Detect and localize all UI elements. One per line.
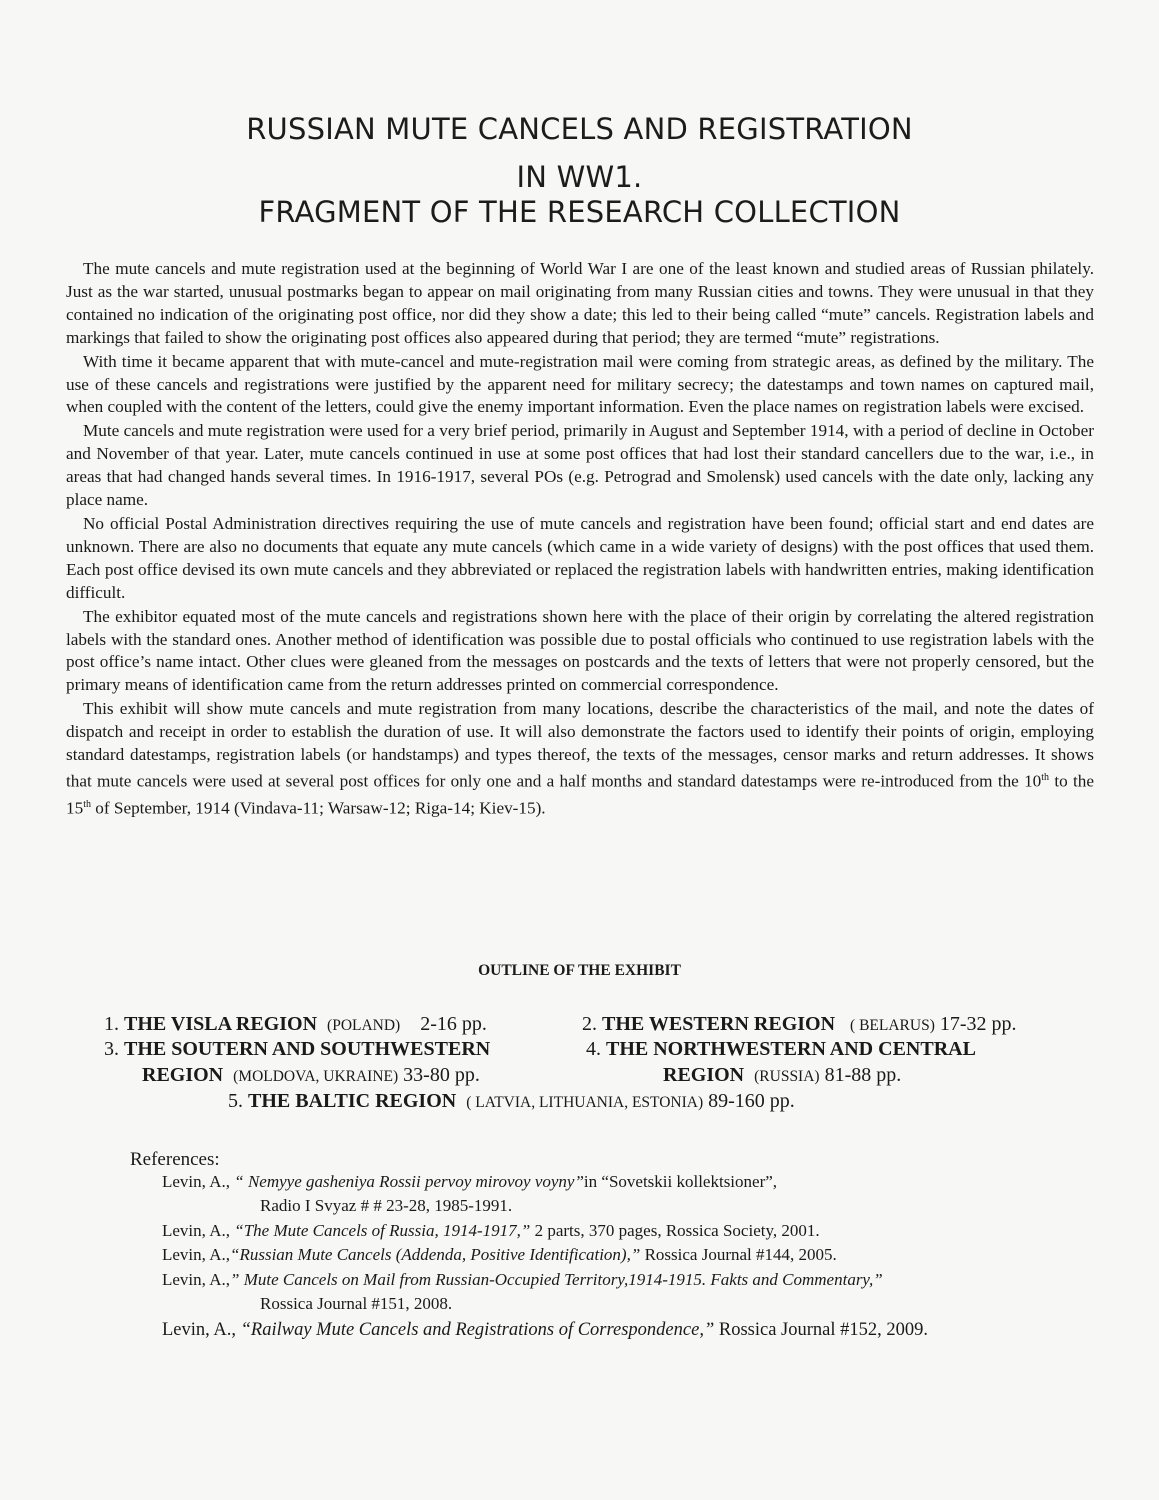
reference-3-rest: Rossica Journal #144, 2005. bbox=[640, 1245, 837, 1264]
outline-item-2 bbox=[582, 1013, 1017, 1036]
outline-item-3-name: THE SOUTERN AND SOUTHWESTERN bbox=[124, 1038, 491, 1060]
reference-1-title: “ Nemyye gasheniya Rossii pervoy mirovoy voyny” bbox=[234, 1172, 584, 1191]
outline-item-1 bbox=[104, 1013, 487, 1036]
body-text bbox=[66, 258, 1094, 820]
outline-item-1-pages: 2-16 pp. bbox=[420, 1013, 487, 1035]
paragraph-5: The exhibitor equated most of the mute cancels and registrations shown here with the place of their origin by correlating the altered registration labels with the standard ones. Another method of identification was possible due to postal officials who continued to use registration labels with the post office’s name intact. Other clues were gleaned from the messages on postcards and the texts of letters that were not properly censored, but the primary means of identification came from the return addresses printed on commercial correspondence. bbox=[66, 606, 1094, 695]
outline-item-5 bbox=[228, 1090, 795, 1113]
outline-item-4-line-2 bbox=[663, 1064, 901, 1087]
outline-item-2-pages: 17-32 pp. bbox=[939, 1013, 1017, 1035]
outline-item-4-number: 4. bbox=[586, 1038, 606, 1060]
outline-item-2-number: 2. bbox=[582, 1013, 602, 1035]
paragraph-2: With time it became apparent that with mute-cancel and mute-registration mail were coming from strategic areas, as defined by the military. The use of these cancels and registrations were justified by the apparent need for military secrecy; the datestamps and town names on captured mail, when coupled with the content of the letters, could give the enemy important information. Even the place names on registration labels were excised. bbox=[66, 351, 1094, 417]
outline-item-5-country: ( LATVIA, LITHUANIA, ESTONIA) bbox=[466, 1094, 704, 1111]
reference-3-author: Levin, A., bbox=[162, 1245, 230, 1264]
paragraph-6-part-2: to the 15 bbox=[66, 771, 1094, 818]
outline-item-3-pages: 33-80 pp. bbox=[403, 1064, 480, 1086]
title-line-1: RUSSIAN MUTE CANCELS AND REGISTRATION bbox=[246, 112, 913, 146]
reference-1-cont: Radio I Svyaz # # 23-28, 1985-1991. bbox=[260, 1196, 513, 1215]
outline-item-3-name-cont: REGION bbox=[142, 1064, 224, 1086]
title-line-2: IN WW1. bbox=[516, 160, 643, 194]
paragraph-4: No official Postal Administration directives requiring the use of mute cancels and registration have been found; official start and end dates are unknown. There are also no documents that equate any mute cancels (which came in a wide variety of designs) with the post offices that used them. Each post office devised its own mute cancels and they abbreviated or replaced the registration labels with handwritten entries, making identification difficult. bbox=[66, 513, 1094, 602]
paragraph-1: The mute cancels and mute registration used at the beginning of World War I are one of the least known and studied areas of Russian philately. Just as the war started, unusual postmarks began to appear on mail originating from many Russian cities and towns. They were unusual in that they contained no indication of the originating post office, nor did they show a date; this led to their being called “mute” cancels. Registration labels and markings that failed to show the originating post offices also appeared during that period; they are termed “mute” registrations. bbox=[66, 259, 1094, 347]
reference-3 bbox=[162, 1245, 837, 1265]
reference-2 bbox=[162, 1221, 820, 1241]
reference-1 bbox=[162, 1172, 777, 1192]
title-line-3: FRAGMENT OF THE RESEARCH COLLECTION bbox=[258, 195, 901, 229]
outline-item-5-name: THE BALTIC REGION bbox=[248, 1090, 457, 1112]
reference-5-author: Levin, A., bbox=[162, 1320, 241, 1340]
outline-item-2-country: ( BELARUS) bbox=[850, 1017, 935, 1034]
reference-5-rest: Rossica Journal #152, 2009. bbox=[714, 1320, 928, 1340]
outline-item-1-country: (POLAND) bbox=[327, 1017, 401, 1034]
reference-1-rest: in “Sovetskii kollektsioner”, bbox=[583, 1172, 778, 1191]
outline-item-5-number: 5. bbox=[228, 1090, 248, 1112]
outline-item-4-pages: 81-88 pp. bbox=[824, 1064, 902, 1086]
reference-4-author: Levin, A., bbox=[162, 1270, 230, 1289]
paragraph-6 bbox=[66, 698, 1094, 820]
reference-2-title: “The Mute Cancels of Russia, 1914-1917,” bbox=[234, 1221, 531, 1240]
outline-item-4-name: THE NORTHWESTERN AND CENTRAL bbox=[606, 1038, 976, 1060]
outline-item-4-name-cont: REGION bbox=[663, 1064, 745, 1086]
outline-item-4-country: (RUSSIA) bbox=[754, 1068, 820, 1085]
outline-item-1-number: 1. bbox=[104, 1013, 124, 1035]
outline-item-1-name: THE VISLA REGION bbox=[124, 1013, 318, 1035]
reference-5-title: “Railway Mute Cancels and Registrations of Correspondence,” bbox=[240, 1320, 715, 1340]
reference-2-author: Levin, A., bbox=[162, 1221, 235, 1240]
outline-heading: OUTLINE OF THE EXHIBIT bbox=[478, 962, 681, 979]
references-title: References: bbox=[130, 1149, 220, 1170]
reference-5 bbox=[162, 1320, 928, 1341]
outline-item-3 bbox=[104, 1038, 490, 1061]
paragraph-3: Mute cancels and mute registration were used for a very brief period, primarily in August and September 1914, with a period of decline in October and November of that year. Later, mute cancels continued in use at some post offices that had lost their standard cancellers due to the war, i.e., in areas that had changed hands several times. In 1916-1917, several POs (e.g. Petrograd and Smolensk) used cancels with the date only, lacking any place name. bbox=[66, 421, 1094, 510]
paragraph-6-part-1: This exhibit will show mute cancels and mute registration from many locations, describe the characteristics of the mail, and note the dates of dispatch and receipt in order to establish the duration of use. It will also demonstrate the factors used to identify their points of origin, employing standard datestamps, registration labels (or handstamps) and types thereof, the texts of the messages, censor marks and return addresses. It shows that mute cancels were used at several post offices for only one and a half months and standard datestamps were re-introduced from the 10 bbox=[66, 699, 1094, 791]
outline-item-3-number: 3. bbox=[104, 1038, 124, 1060]
reference-4-cont: Rossica Journal #151, 2008. bbox=[260, 1294, 453, 1313]
reference-4-title: ” Mute Cancels on Mail from Russian-Occupied Territory,1914-1915. Fakts and Commentary,” bbox=[230, 1270, 883, 1289]
outline-item-4 bbox=[586, 1038, 976, 1061]
superscript-th-1: th bbox=[1041, 771, 1050, 783]
outline-item-3-country: (MOLDOVA, UKRAINE) bbox=[233, 1068, 399, 1085]
reference-1-author: Levin, A., bbox=[162, 1172, 235, 1191]
outline-item-2-name: THE WESTERN REGION bbox=[602, 1013, 836, 1035]
outline-item-3-line-2 bbox=[142, 1064, 480, 1087]
superscript-th-2: th bbox=[83, 798, 91, 810]
reference-2-rest: 2 parts, 370 pages, Rossica Society, 2001. bbox=[530, 1221, 820, 1240]
reference-4 bbox=[162, 1270, 883, 1290]
paragraph-6-part-3: of September, 1914 (Vindava-11; Warsaw-12; Riga-14; Kiev-15). bbox=[90, 798, 546, 818]
outline-item-5-pages: 89-160 pp. bbox=[708, 1090, 795, 1112]
reference-3-title: “Russian Mute Cancels (Addenda, Positive Identification),” bbox=[230, 1245, 641, 1264]
